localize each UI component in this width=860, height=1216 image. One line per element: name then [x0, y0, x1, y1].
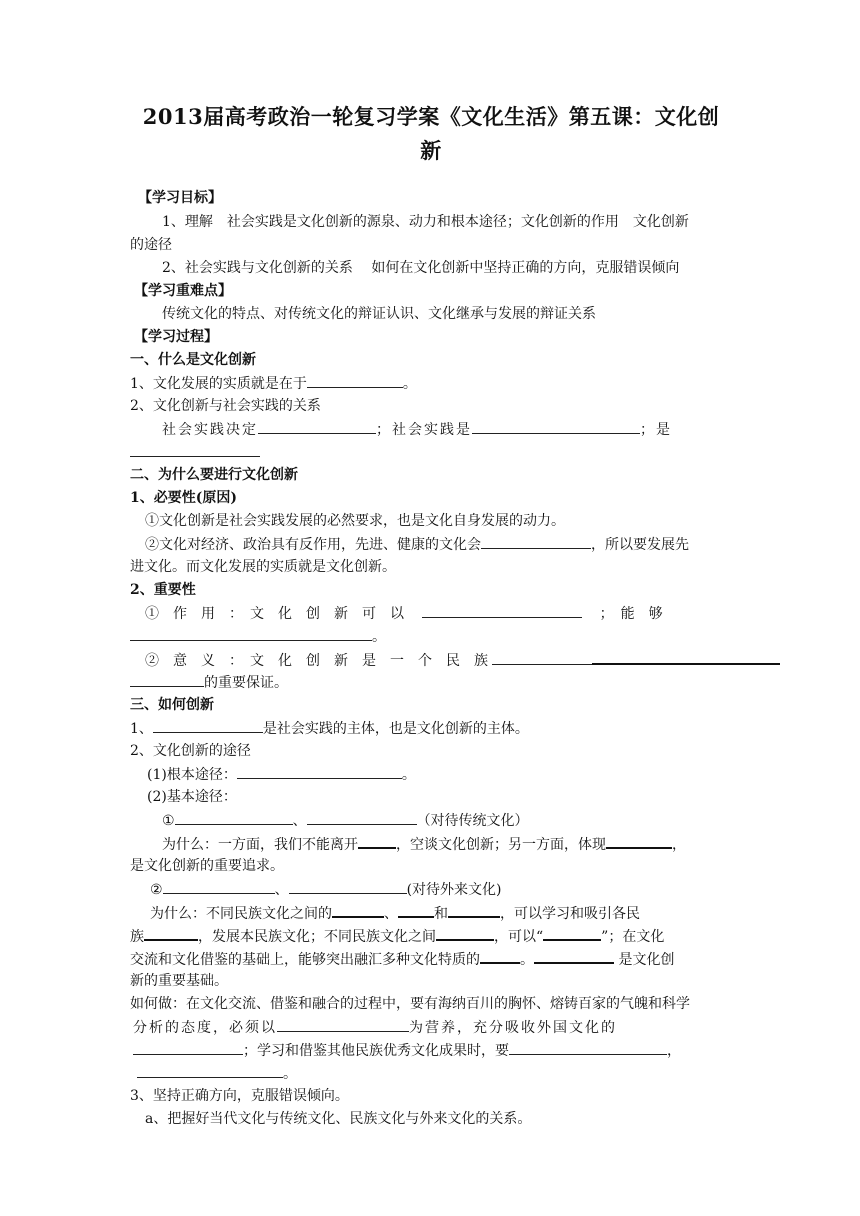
blank-field[interactable] [258, 418, 376, 434]
s3-way-1-sep: 、 [292, 813, 307, 829]
s1-item-2: 2、文化创新与社会实践的关系 [130, 398, 321, 414]
s2-importance-2-cont [130, 671, 730, 695]
s3-way-1-num: ① [162, 813, 175, 829]
blank-field[interactable] [492, 649, 592, 665]
blank-field[interactable] [175, 809, 293, 825]
s3-why-2-cont-3: 新的重要基础。 [130, 973, 228, 989]
blank-field[interactable] [130, 441, 260, 457]
s3-why-2-j: 。 [520, 952, 534, 968]
blank-field[interactable] [289, 878, 407, 894]
blank-field[interactable] [422, 602, 582, 618]
s3-why-1 [162, 832, 730, 857]
blank-field[interactable] [480, 947, 520, 964]
s2-importance-2-text: ② 意 义 ： 文 化 创 新 是 一 个 民 族 [145, 653, 488, 669]
blank-field[interactable] [144, 924, 198, 941]
s3-how-4-end: 。 [283, 1066, 297, 1082]
blank-field[interactable] [398, 901, 434, 918]
s2-importance-2 [145, 648, 730, 673]
s3-item-3: 3、坚持正确方向，克服错误倾向。 [130, 1088, 349, 1104]
blank-field[interactable] [606, 832, 672, 849]
s3-item-2: 2、文化创新的途径 [130, 743, 251, 759]
s2-importance-1-cont [130, 625, 730, 649]
s3-item-1 [130, 717, 730, 741]
blank-field[interactable] [153, 717, 263, 733]
s3-why-2-h: ”；在文化 [601, 929, 665, 945]
keypoints-text: 传统文化的特点、对传统文化的辩证认识、文化继承与发展的辩证关系 [162, 306, 596, 322]
s2-importance-title: 2、重要性 [130, 582, 196, 598]
s3-why-2-cont-1 [130, 924, 730, 949]
s1-item-1 [130, 372, 730, 396]
blank-field[interactable] [237, 763, 402, 779]
s3-how-3-a: ；学习和借鉴其他民族优秀文化成果时，要 [243, 1043, 509, 1059]
s1-detail-b: ；社会实践是 [376, 422, 472, 438]
goals-header: 【学习目标】 [138, 190, 222, 206]
s2-necessity-2-cont: 进文化。而文化发展的实质就是文化创新。 [130, 559, 396, 575]
s2-importance-2-end: 的重要保证。 [204, 675, 288, 691]
blank-field[interactable] [358, 832, 396, 849]
s2-importance-1-text: ① 作 用 ： 文 化 创 新 可 以 [145, 606, 404, 622]
process-header: 【学习过程】 [134, 329, 218, 345]
blank-field[interactable] [592, 648, 780, 665]
s3-how-3 [133, 1039, 730, 1063]
s3-why-2-b: 、 [384, 906, 398, 922]
s3-how-2-a: 分析的态度，必须以 [133, 1020, 277, 1036]
blank-field[interactable] [481, 533, 591, 549]
s2-importance-1-end: 。 [372, 629, 386, 645]
s1-detail-a: 社会实践决定 [162, 422, 258, 438]
blank-field[interactable] [133, 1039, 243, 1055]
s2-necessity-title: 1、必要性(原因) [130, 490, 237, 506]
s1-item-2-detail [162, 418, 730, 442]
s3-root-way-label: (1)根本途径： [147, 767, 237, 783]
s3-why-2-f: ，发展本民族文化；不同民族文化之间 [198, 929, 436, 945]
s3-why-2-k: 是文化创 [618, 952, 675, 968]
blank-field[interactable] [277, 1016, 409, 1032]
s1-blank-line [130, 441, 730, 465]
s3-item-3a: a、把握好当代文化与传统文化、民族文化与外来文化的关系。 [145, 1111, 532, 1127]
goal-1-line-b: 的途径 [130, 237, 172, 253]
s3-why-1-cont: 是文化创新的重要追求。 [130, 858, 284, 874]
title-line-1: 2013届高考政治一轮复习学案《文化生活》第五课：文化创 [142, 104, 720, 129]
blank-field[interactable] [307, 809, 417, 825]
document-title [125, 100, 737, 168]
s3-why-2-e: 族 [130, 929, 144, 945]
s3-why-2-g: ，可以“ [494, 929, 544, 945]
blank-field[interactable] [509, 1039, 667, 1055]
s3-why-2-cont-2 [130, 947, 730, 972]
s3-way-2-num: ② [150, 882, 163, 898]
s3-how-3-b: ， [667, 1043, 681, 1059]
blank-field[interactable] [130, 671, 204, 687]
title-line-2: 新 [420, 138, 442, 163]
s1-detail-c: ；是 [640, 422, 672, 438]
blank-field[interactable] [543, 924, 601, 941]
blank-field[interactable] [534, 947, 614, 964]
s3-how-1: 如何做：在文化交流、借鉴和融合的过程中，要有海纳百川的胸怀、熔铸百家的气魄和科学 [130, 996, 690, 1012]
blank-field[interactable] [307, 372, 403, 388]
s2-importance-1 [145, 602, 730, 626]
goal-1-line-a: 1、理解 社会实践是文化创新的源泉、动力和根本途径；文化创新的作用 文化创新 [162, 214, 689, 230]
blank-field[interactable] [436, 924, 494, 941]
s1-item-1-text: 1、文化发展的实质就是在于 [130, 376, 307, 392]
section-3-title: 三、如何创新 [130, 697, 214, 713]
s3-item-1-text: 是社会实践的主体，也是文化创新的主体。 [262, 721, 529, 737]
s3-way-1-tail: （对待传统文化） [416, 813, 529, 829]
goal-2: 2、社会实践与文化创新的关系 如何在文化创新中坚持正确的方向，克服错误倾向 [162, 260, 680, 276]
s2-necessity-2 [145, 533, 730, 557]
s3-basic-way: (2)基本途径： [147, 789, 237, 805]
s3-way-2-sep: 、 [274, 882, 289, 898]
blank-field[interactable] [472, 418, 640, 434]
s3-root-way-end: 。 [401, 767, 416, 783]
section-2-title: 二、为什么要进行文化创新 [130, 467, 298, 483]
s2-necessity-2-text: ②文化对经济、政治具有反作用，先进、健康的文化会 [145, 537, 481, 553]
blank-field[interactable] [448, 901, 500, 918]
s3-why-2 [150, 901, 730, 926]
blank-field[interactable] [163, 878, 275, 894]
s3-why-2-d: ，可以学习和吸引各民 [500, 906, 640, 922]
s3-how-2 [133, 1016, 730, 1040]
s3-item-1-prefix: 1、 [130, 721, 153, 737]
s3-why-2-i: 交流和文化借鉴的基础上，能够突出融汇多种文化特质的 [130, 952, 480, 968]
s3-way-2-tail: (对待外来文化) [406, 882, 502, 898]
s3-why-1-b: ，空谈文化创新；另一方面，体现 [396, 837, 606, 853]
s3-how-2-b: 为营养，充分吸收外国文化的 [409, 1020, 617, 1036]
s3-how-4 [137, 1062, 737, 1086]
s1-item-1-end: 。 [402, 376, 417, 392]
s2-necessity-1: ①文化创新是社会实践发展的必然要求，也是文化自身发展的动力。 [145, 513, 565, 529]
s3-why-2-a: 为什么：不同民族文化之间的 [150, 906, 332, 922]
blank-field[interactable] [130, 625, 372, 641]
s2-necessity-2-end: ，所以要发展先 [591, 537, 689, 553]
s3-why-1-a: 为什么：一方面，我们不能离开 [162, 837, 358, 853]
keypoints-header: 【学习重难点】 [134, 283, 232, 299]
blank-field[interactable] [332, 901, 384, 918]
s3-way-1 [162, 809, 762, 833]
s3-why-2-c: 和 [434, 906, 448, 922]
s2-importance-1-b: ； 能 够 [599, 606, 663, 622]
s3-way-2 [150, 878, 750, 902]
s3-why-1-c: ， [672, 837, 686, 853]
blank-field[interactable] [137, 1062, 283, 1078]
section-1-title: 一、什么是文化创新 [130, 352, 256, 368]
s3-root-way [147, 763, 747, 787]
